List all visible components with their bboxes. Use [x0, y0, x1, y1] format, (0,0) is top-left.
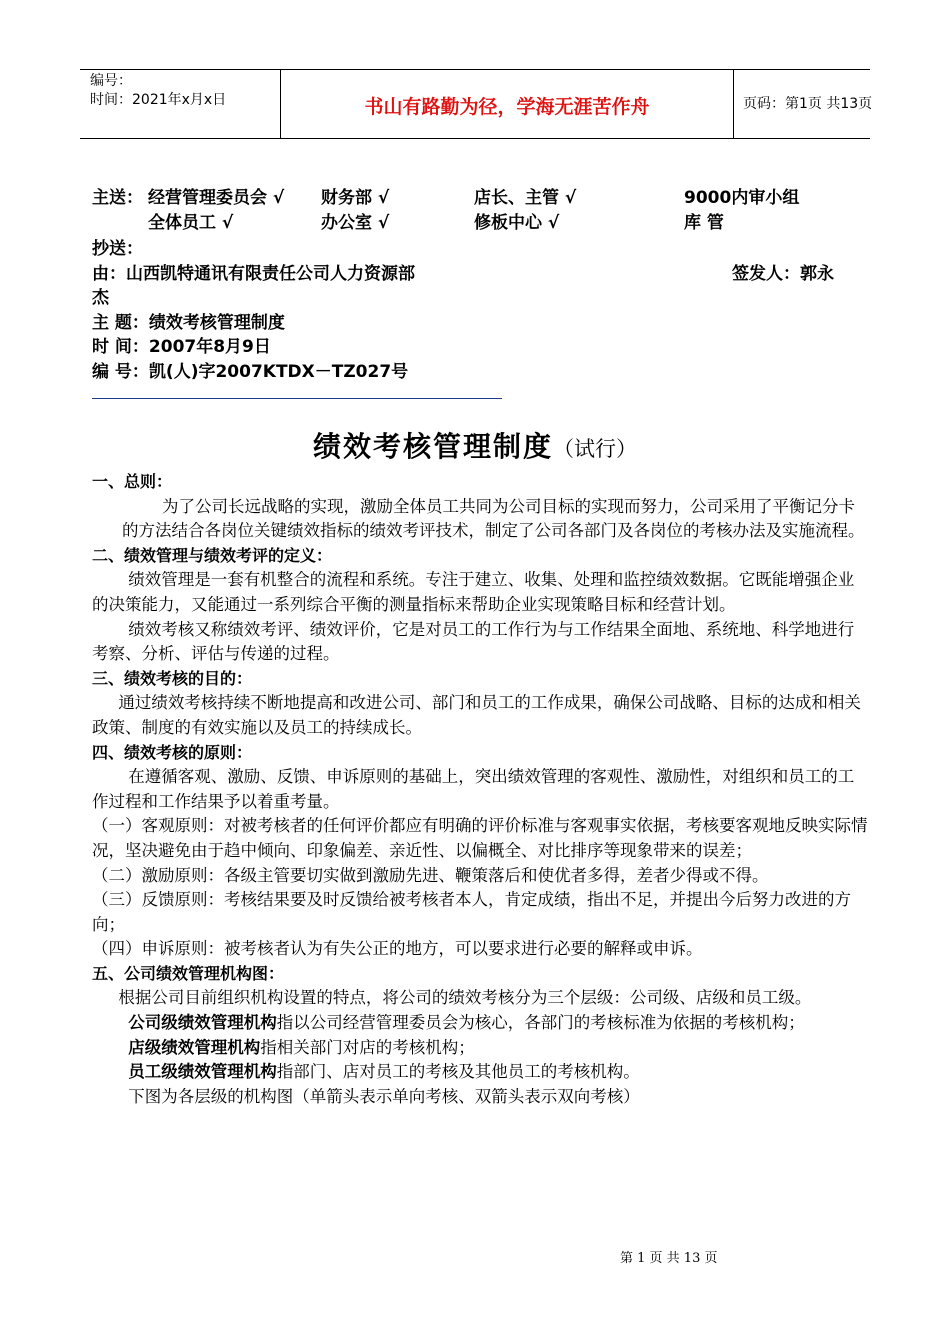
title-sub: （试行）	[553, 437, 637, 461]
recipient-4: 9000内审小组	[684, 188, 800, 208]
cc-label: 抄送：	[92, 239, 143, 259]
section-1-heading: 一、总则：	[92, 472, 173, 491]
recipient-3: 店长、主管 √	[474, 188, 577, 208]
employee-level-desc: 指部门、店对员工的考核及其他员工的考核机构。	[276, 1062, 640, 1082]
store-level-desc: 指相关部门对店的考核机构；	[260, 1037, 475, 1057]
recipient-7: 修板中心 √	[474, 213, 560, 233]
section-4-heading: 四、绩效考核的原则：	[92, 742, 253, 762]
recipient-2: 财务部 √	[321, 188, 390, 208]
to-label: 主送：	[92, 188, 143, 208]
section-5-para-1: 根据公司目前组织机构设置的特点，将公司的绩效考核分为三个层级：公司级、店级和员工级。	[118, 988, 812, 1008]
document-body	[92, 470, 870, 1109]
signer: 签发人：郭永	[732, 264, 834, 284]
section-2-heading: 二、绩效管理与绩效考评的定义：	[92, 545, 333, 565]
from-line: 由：山西凯特通讯有限责任公司人力资源部	[92, 264, 415, 284]
recipient-6: 办公室 √	[321, 213, 390, 233]
recipient-1: 经营管理委员会 √	[148, 188, 285, 208]
principle-objective: （一）客观原则：对被考核者的任何评价都应有明确的评价标准与客观事实依据，考核要客观地反映实际情况，坚决避免由于趋中倾向、印象偏差、亲近性、以偏概全、对比排序等现象带来的误差；	[92, 816, 868, 860]
section-5-para-4	[92, 1060, 870, 1085]
header-table	[80, 69, 873, 139]
employee-level-term: 员工级绩效管理机构	[128, 1062, 277, 1082]
store-level-term: 店级绩效管理机构	[128, 1037, 261, 1057]
subject-line: 主 题：绩效考核管理制度	[92, 313, 285, 333]
number-line: 编 号：凯(人)字2007KTDX－TZ027号	[92, 362, 409, 382]
title-main: 绩效考核管理制度	[312, 430, 553, 463]
signer-cont: 杰	[92, 288, 109, 308]
header-motto-cell	[280, 70, 734, 138]
date-line: 时 间：2007年8月9日	[92, 337, 271, 357]
section-3-heading: 三、绩效考核的目的：	[92, 668, 253, 688]
company-level-desc: 指以公司经营管理委员会为核心，各部门的考核标准为依据的考核机构；	[276, 1013, 805, 1033]
section-5-para-2	[92, 1011, 870, 1036]
section-5-para-3	[92, 1036, 870, 1061]
section-4-para: 在遵循客观、激励、反馈、申诉原则的基础上，突出绩效管理的客观性、激励性，对组织和员工的工作过程和工作结果予以着重考量。	[92, 767, 855, 811]
separator-line	[92, 398, 502, 399]
recipient-8: 库 管	[684, 213, 724, 233]
section-2-para-1: 绩效管理是一套有机整合的流程和系统。专注于建立、收集、处理和监控绩效数据。它既能增强企业的决策能力，又能通过一系列综合平衡的测量指标来帮助企业实现策略目标和经营计划。	[92, 570, 855, 614]
section-3-para: 通过绩效考核持续不断地提高和改进公司、部门和员工的工作成果，确保公司战略、目标的达成和相关政策、制度的有效实施以及员工的持续成长。	[92, 693, 861, 737]
page-indicator: 页码：第1页 共13页	[743, 96, 873, 112]
section-5-para-5: 下图为各层级的机构图（单箭头表示单向考核、双箭头表示双向考核）	[128, 1086, 640, 1106]
section-2-para-2: 绩效考核又称绩效考评、绩效评价，它是对员工的工作行为与工作结果全面地、系统地、科学地进行考察、分析、评估与传递的过程。	[92, 619, 855, 664]
section-1-para: 为了公司长远战略的实现，激励全体员工共同为公司目标的实现而努力，公司采用了平衡记分卡的方法结合各岗位关键绩效指标的绩效考评技术，制定了公司各部门及各岗位的考核办法及实施流程。	[122, 496, 865, 541]
motto-text: 书山有路勤为径，学海无涯苦作舟	[364, 96, 650, 118]
page-footer: 第 1 页 共 13 页	[620, 1251, 718, 1266]
document-title	[0, 425, 950, 465]
doc-number-label: 编号：	[90, 73, 132, 89]
header-page-cell	[733, 70, 873, 138]
section-5-heading: 五、公司绩效管理机构图：	[92, 963, 285, 983]
principle-feedback: （三）反馈原则：考核结果要及时反馈给被考核者本人，肯定成绩，指出不足，并提出今后努力改进的方向；	[92, 890, 851, 934]
principle-incentive: （二）激励原则：各级主管要切实做到激励先进、鞭策落后和使优者多得，差者少得或不得。	[92, 865, 769, 885]
recipient-5: 全体员工 √	[148, 213, 234, 233]
principle-appeal: （四）申诉原则：被考核者认为有失公正的地方，可以要求进行必要的解释或申诉。	[92, 939, 703, 959]
doc-time-label: 时间：2021年x月x日	[90, 92, 227, 108]
header-left-cell	[80, 70, 280, 138]
company-level-term: 公司级绩效管理机构	[128, 1013, 277, 1033]
